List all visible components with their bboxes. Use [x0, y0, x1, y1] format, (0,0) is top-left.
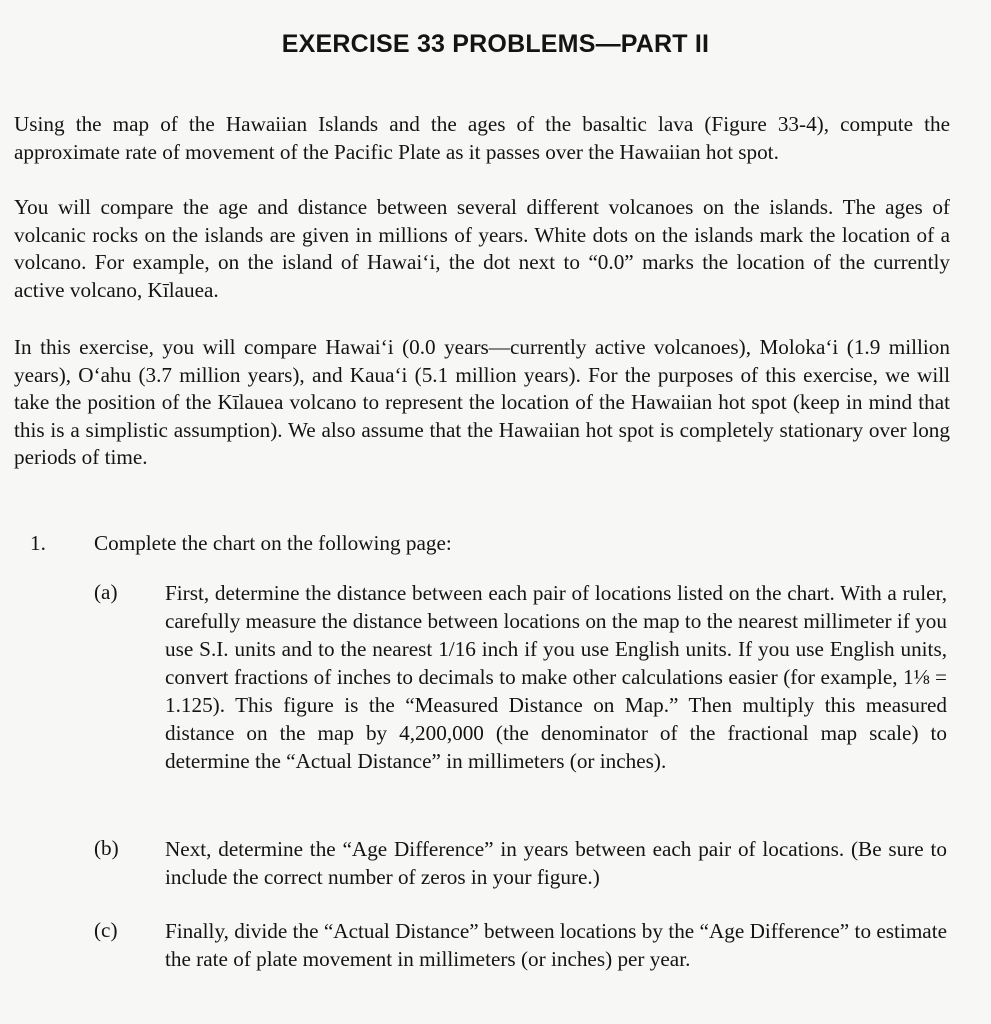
part-a-label: (a)	[94, 580, 118, 604]
intro-paragraph: Using the map of the Hawaiian Islands and the ages of the basaltic lava (Figure 33-4), compute the approximate rate of movement of the Pacific Plate as it passes over the Hawaiian hot spot.	[14, 112, 950, 164]
part-c-label: (c)	[94, 918, 118, 942]
part-a-text: First, determine the distance between each pair of locations listed on the chart. With a ruler, carefully measure the distance between locations on the map to the nearest millimeter if you use S.I. units and to the nearest 1/16 inch if you use English units. If you use English units, convert fractions of inches to decimals to make other calculations easier (for example, 1⅛ = 1.125). This figure is the “Measured Distance on Map.” Then multiply this measured distance on the map by 4,200,000 (the denominator of the fractional map scale) to determine the “Actual Distance” in millimeters (or inches).	[165, 581, 947, 773]
part-b-label: (b)	[94, 836, 119, 860]
page-title: EXERCISE 33 PROBLEMS—PART II	[281, 30, 710, 58]
question-number: 1.	[30, 531, 46, 555]
comparison-paragraph: In this exercise, you will compare Hawai‘i (0.0 years—currently active volcanoes), Moloka‘i (1.9 million years), O‘ahu (3.7 million years), and Kaua‘i (5.1 million years). For the purposes of this exercise, we will take the position of the Kīlauea volcano to represent the location of the Hawaiian hot spot (keep in mind that this is a simplistic assumption). We also assume that the Hawaiian hot spot is completely stationary over long periods of time.	[14, 335, 950, 469]
question-text: Complete the chart on the following page:	[94, 531, 452, 555]
part-c-text: Finally, divide the “Actual Distance” between locations by the “Age Difference” to estimate the rate of plate movement in millimeters (or inches) per year.	[165, 919, 947, 971]
part-b-text: Next, determine the “Age Difference” in years between each pair of locations. (Be sure to include the correct number of zeros in your figure.)	[165, 837, 947, 889]
volcano-ages-paragraph: You will compare the age and distance between several different volcanoes on the islands. The ages of volcanic rocks on the islands are given in millions of years. White dots on the islands mark the location of a volcano. For example, on the island of Hawai‘i, the dot next to “0.0” marks the location of the currently active volcano, Kīlauea.	[14, 195, 950, 302]
